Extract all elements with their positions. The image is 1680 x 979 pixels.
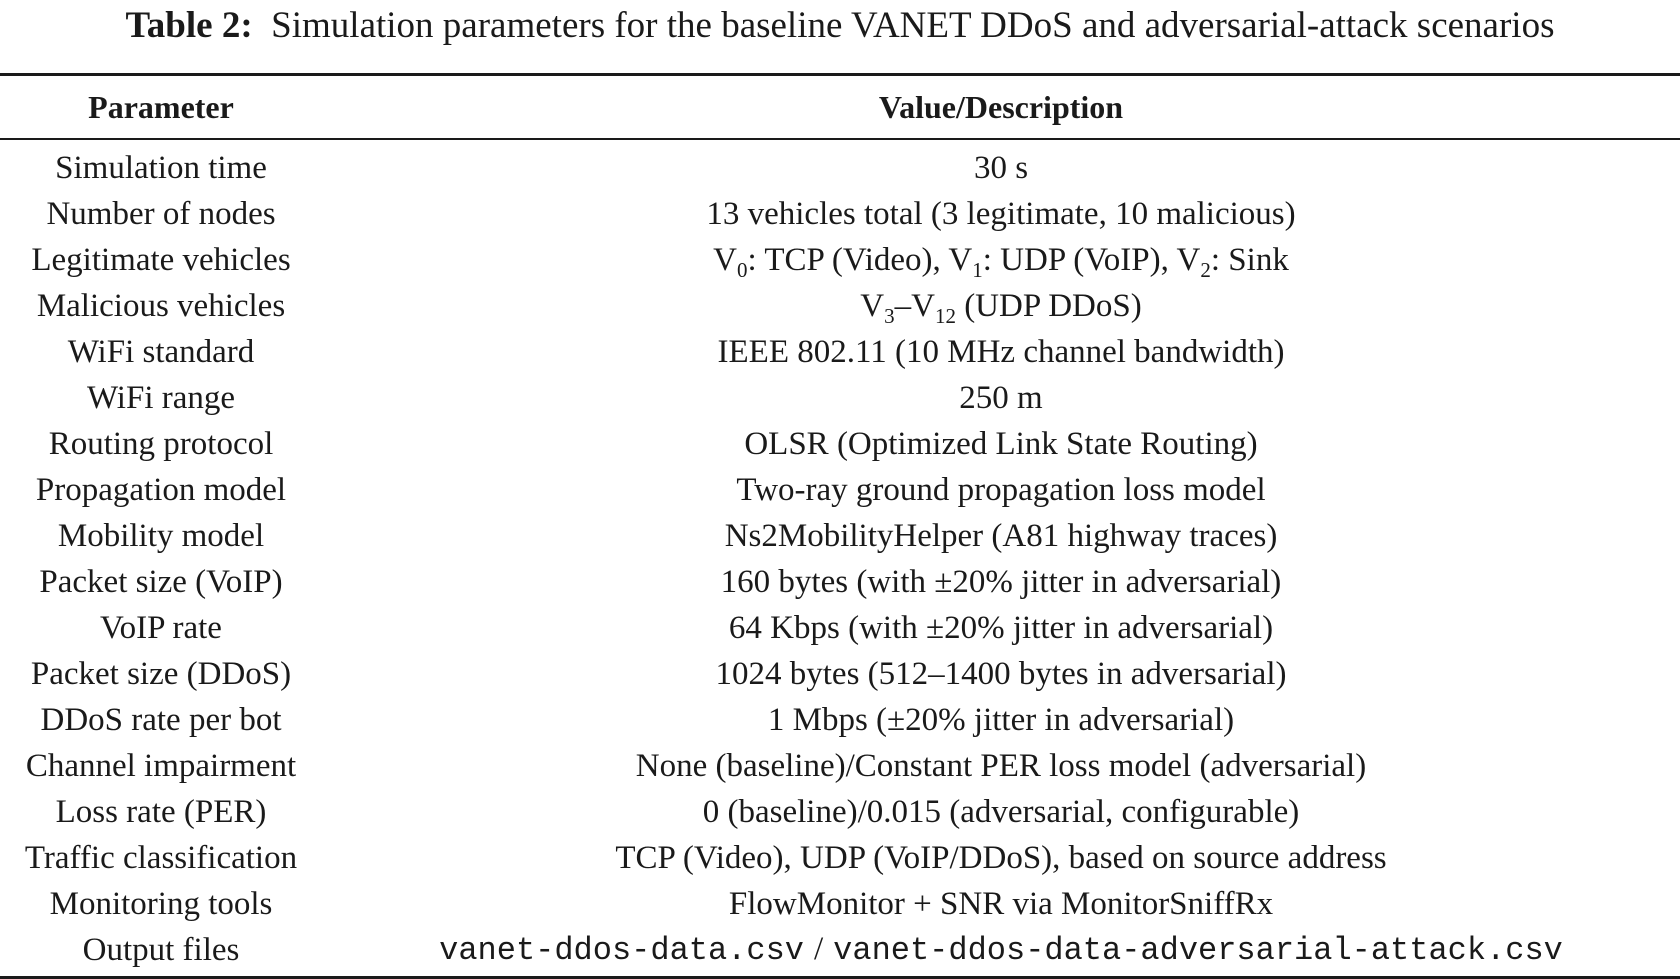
- output-file-baseline: vanet-ddos-data.csv: [439, 932, 804, 969]
- table-row: [0, 927, 1680, 973]
- value-cell: None (baseline)/Constant PER loss model (adversarial): [635, 747, 1367, 784]
- parameters-table: [0, 73, 1680, 979]
- value-cell: 30 s: [973, 149, 1029, 186]
- header-value: Value/Description: [878, 88, 1124, 125]
- parameter-cell: Monitoring tools: [49, 885, 273, 922]
- value-cell: 1 Mbps (±20% jitter in adversarial): [767, 701, 1235, 738]
- table-row: [0, 421, 1680, 467]
- table-row: [0, 513, 1680, 559]
- value-cell-legitimate-vehicles: $V_0$: TCP (Video), $V_1$: UDP (VoIP), $V_2$: Sink: [713, 241, 1289, 282]
- header-parameter: Parameter: [88, 88, 234, 125]
- table-caption: [0, 4, 1680, 48]
- value-cell: Two-ray ground propagation loss model: [736, 471, 1266, 508]
- value-cell: 64 Kbps (with ±20% jitter in adversarial): [728, 609, 1274, 646]
- table-row: [0, 743, 1680, 789]
- table-row: [0, 559, 1680, 605]
- value-cell: FlowMonitor + SNR via MonitorSniffRx: [728, 885, 1274, 922]
- table-row: [0, 375, 1680, 421]
- table-row: [0, 789, 1680, 835]
- value-cell: Ns2MobilityHelper (A81 highway traces): [724, 517, 1278, 554]
- table-row: [0, 191, 1680, 237]
- parameter-cell: Traffic classification: [24, 839, 298, 876]
- parameter-cell: Output files: [82, 931, 240, 968]
- table-row: [0, 651, 1680, 697]
- table-row: [0, 329, 1680, 375]
- parameter-cell: Packet size (VoIP): [39, 563, 283, 600]
- caption-text: Simulation parameters for the baseline VANET DDoS and adversarial-attack scenarios: [271, 5, 1555, 46]
- output-file-adversarial: vanet-ddos-data-adversarial-attack.csv: [833, 932, 1563, 969]
- parameter-cell: Routing protocol: [48, 425, 274, 462]
- value-cell: 13 vehicles total (3 legitimate, 10 malicious): [706, 195, 1296, 232]
- header-row: [0, 76, 1680, 138]
- parameter-cell: Malicious vehicles: [36, 287, 286, 324]
- table-row: [0, 283, 1680, 329]
- value-cell: OLSR (Optimized Link State Routing): [744, 425, 1258, 462]
- parameter-cell: Propagation model: [35, 471, 287, 508]
- table-row: [0, 835, 1680, 881]
- parameter-cell: Mobility model: [57, 517, 265, 554]
- table-body: [0, 140, 1680, 976]
- table-row: [0, 145, 1680, 191]
- parameter-cell: Legitimate vehicles: [31, 241, 291, 278]
- value-cell-output-files: vanet-ddos-data.csv / vanet-ddos-data-adversarial-attack.csv: [439, 931, 1563, 969]
- value-cell: 0 (baseline)/0.015 (adversarial, configurable): [702, 793, 1300, 830]
- value-cell: IEEE 802.11 (10 MHz channel bandwidth): [717, 333, 1285, 370]
- value-cell: 1024 bytes (512–1400 bytes in adversarial): [715, 655, 1287, 692]
- value-cell: 250 m: [959, 379, 1043, 416]
- parameter-cell: Channel impairment: [25, 747, 297, 784]
- table-row: [0, 881, 1680, 927]
- table-row: [0, 697, 1680, 743]
- value-cell: TCP (Video), UDP (VoIP/DDoS), based on source address: [615, 839, 1387, 876]
- parameter-cell: WiFi standard: [67, 333, 255, 370]
- table-row: [0, 237, 1680, 283]
- value-cell-malicious-vehicles: $V_3-V_{12}$ (UDP DDoS): [860, 287, 1142, 328]
- value-cell: 160 bytes (with ±20% jitter in adversarial): [720, 563, 1282, 600]
- table-row: [0, 605, 1680, 651]
- parameter-cell: VoIP rate: [100, 609, 222, 646]
- parameter-cell: Simulation time: [55, 149, 267, 186]
- parameter-cell: WiFi range: [86, 379, 236, 416]
- table-row: [0, 467, 1680, 513]
- parameter-cell: DDoS rate per bot: [40, 701, 282, 738]
- table-label: Table 2:: [125, 5, 253, 46]
- parameter-cell: Number of nodes: [46, 195, 276, 232]
- parameter-cell: Packet size (DDoS): [30, 655, 292, 692]
- parameter-cell: Loss rate (PER): [55, 793, 267, 830]
